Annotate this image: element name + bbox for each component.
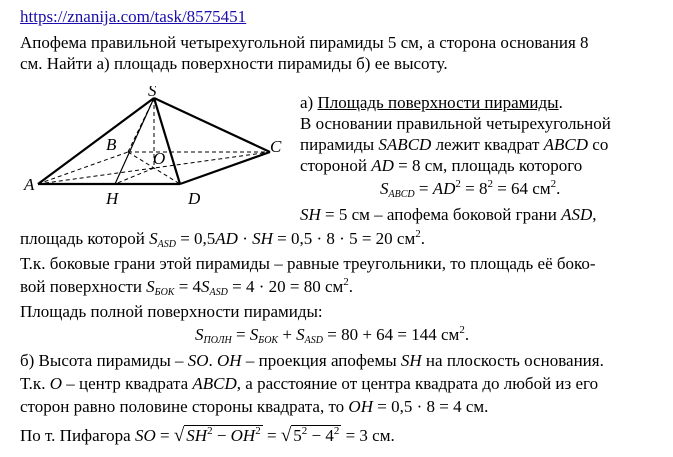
apothem-sh xyxy=(115,98,154,184)
part-a-line-4: SH = 5 см – апофема боковой грани ASD, xyxy=(300,205,597,224)
pyramid-figure xyxy=(20,86,300,216)
part-a-line-7: вой поверхности $S_{БОК} = 4S_{ASD} = 4 \cdot 20 = 80$ $см^2$. xyxy=(20,276,354,298)
part-b-line-3: сторон равно половине стороны квадрата, то OH = 0,5 · 8 = 4 см. xyxy=(20,397,489,416)
part-a-heading: а) Площадь поверхности пирамиды. xyxy=(300,93,563,112)
label-h: H xyxy=(106,189,119,208)
label-s: S xyxy=(148,86,157,100)
edge-dc xyxy=(180,152,270,184)
edge-sc xyxy=(154,98,270,152)
part-a-line-8: Площадь полной поверхности пирамиды: xyxy=(20,302,323,321)
problem-line-1: Апофема правильной четырехугольной пирамиды 5 см, а сторона основания 8 xyxy=(20,33,589,52)
part-a-line-6: Т.к. боковые грани этой пирамиды – равные треугольники, то площадь её боко- xyxy=(20,254,596,273)
part-b-line-4: По т. Пифагора SO = √ $SH^2 - OH^2$ = √ $5^2 - 4^2 = 3$ см. xyxy=(20,425,395,446)
label-o: O xyxy=(153,149,166,168)
part-a-line-1: В основании правильной четырехугольной xyxy=(300,114,611,133)
edge-sd xyxy=(154,98,180,184)
part-a-line-3: стороной AD = 8 см, площадь которого xyxy=(300,156,583,175)
problem-line-2: см. Найти а) площадь поверхности пирамиды б) ее высоту. xyxy=(20,54,448,73)
formula-total-area: $S_{ПОЛН} = S_{БОК} + S_{ASD} = 80 + 64 = 144$ $см^2$. xyxy=(195,324,470,346)
part-a-line-2: пирамиды SABCD лежит квадрат ABCD со xyxy=(300,135,609,154)
part-b-line-1: б) Высота пирамиды – SO. OH – проекция апофемы SH на плоскость основания. xyxy=(20,351,604,370)
formula-base-area: $S_{ABCD} = AD^2 = 8^2 = 64$ $см^2$. xyxy=(380,178,561,200)
part-b-line-2: Т.к. O – центр квадрата ABCD, а расстояние от центра квадрата до любой из его xyxy=(20,374,599,393)
label-d: D xyxy=(188,189,201,208)
edge-sa xyxy=(38,98,154,184)
label-b: B xyxy=(106,135,117,154)
label-a: A xyxy=(24,175,35,194)
source-link[interactable]: https://znanija.com/task/8575451 xyxy=(20,7,247,26)
label-c: C xyxy=(270,137,282,156)
part-a-line-5: площадь которой $S_{ASD} = 0,5AD$ · SH = 0,5 · 8 · 5 = 20 $см^2$. xyxy=(20,228,425,250)
edge-ab xyxy=(38,152,128,184)
